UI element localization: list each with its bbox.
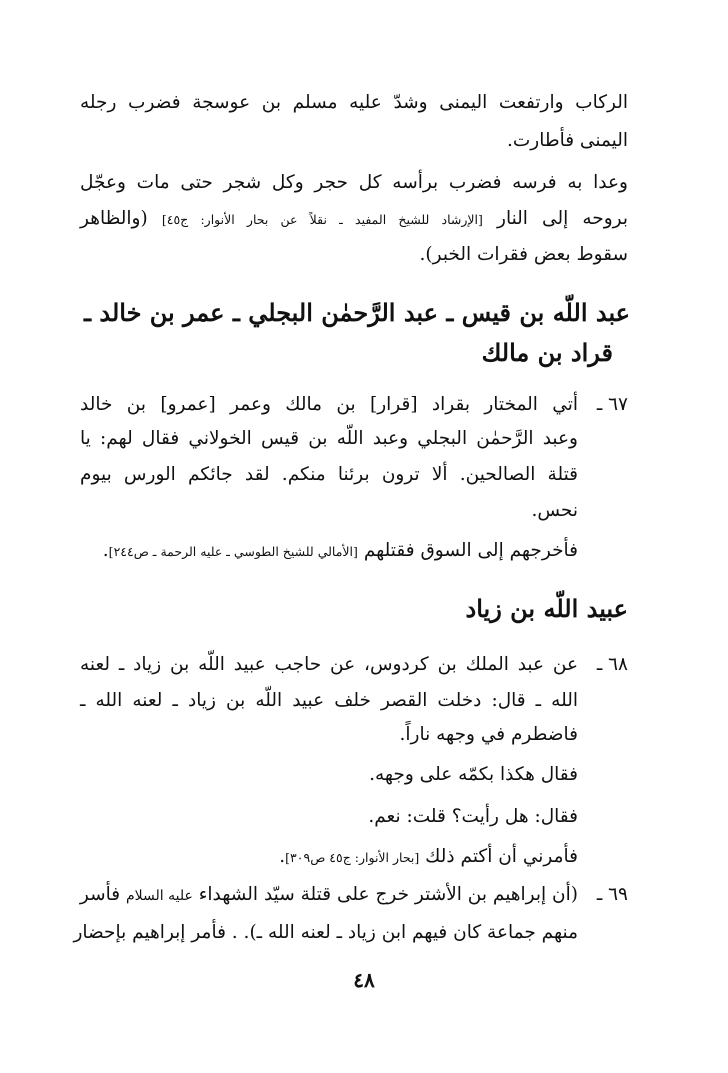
- text-line: وعدا به فرسه فضرب برأسه كل حجر وكل شجر حتى مات وعجّل: [80, 172, 628, 193]
- reference-citation: [بحار الأنوار: ج٤٥ ص٣٠٩]: [285, 850, 420, 865]
- entry-number: ٦٩ ـ: [596, 884, 628, 905]
- reference-citation: [الإرشاد للشيخ المفيد ـ نقلاً عن بحار الأنوار: ج٤٥]: [161, 212, 483, 227]
- text-line-with-reference: [80, 842, 578, 873]
- text-line-with-reference: [80, 204, 628, 235]
- entry-number: ٦٨ ـ: [596, 654, 628, 675]
- text-line: سقوط بعض فقرات الخبر).: [419, 244, 628, 265]
- text-line: قتلة الصالحين. ألا ترون برئنا منكم. لقد جائكم الورس بيوم: [80, 464, 578, 485]
- text-segment: (أن إبراهيم بن الأشتر خرج على قتلة سيّد الشهداء: [198, 884, 578, 905]
- text-line: الركاب وارتفعت اليمنى وشدّ عليه مسلم بن عوسجة فضرب رجله: [80, 92, 628, 113]
- text-segment: (والظاهر: [80, 208, 148, 229]
- text-segment: فأمرني أن أكتم ذلك: [425, 846, 578, 867]
- entry-number: ٦٧ ـ: [596, 394, 628, 415]
- section-heading: عبيد اللّه بن زياد: [465, 594, 628, 623]
- text-line: فاضطرم في وجهه ناراً.: [399, 724, 578, 745]
- text-line: اليمنى فأطارت.: [506, 130, 628, 151]
- section-heading: عبد اللّه بن قيس ـ عبد الرَّحمٰن البجلي ـ عمر بن خالد ـ: [83, 298, 630, 327]
- text-line: أتي المختار بقراد [قرار] بن مالك وعمر [عمرو] بن خالد: [80, 394, 578, 415]
- reference-citation: [الأمالي للشيخ الطوسي ـ عليه الرحمة ـ ص٢٤٤]: [108, 544, 358, 559]
- text-segment: .: [279, 846, 286, 867]
- text-line: وعبد الرَّحمٰن البجلي وعبد اللّه بن قيس الخولاني فقال لهم: يا: [80, 428, 578, 449]
- text-line: فقال هكذا بكمّه على وجهه.: [369, 764, 578, 785]
- text-line: منهم جماعة كان فيهم ابن زياد ـ لعنه الله ـ). . فأمر إبراهيم بإحضار: [73, 922, 578, 943]
- section-heading: قراد بن مالك: [481, 338, 613, 367]
- text-line-with-reference: [80, 536, 578, 567]
- text-segment: بروحه إلى النار: [497, 208, 629, 229]
- text-line: فقال: هل رأيت؟ قلت: نعم.: [368, 806, 578, 827]
- text-segment: فأخرجهم إلى السوق فقتلهم: [363, 540, 578, 561]
- text-line: الله ـ قال: دخلت القصر خلف عبيد اللّه بن زياد ـ لعنه الله ـ: [80, 690, 578, 711]
- text-line: عن عبد الملك بن كردوس، عن حاجب عبيد اللّه بن زياد ـ لعنه: [80, 654, 578, 675]
- text-line: نحس.: [531, 500, 578, 521]
- honorific-symbol: عليه السلام: [125, 888, 193, 904]
- page-number: ٤٨: [353, 968, 375, 992]
- text-segment: .: [102, 540, 109, 561]
- text-line: [80, 880, 578, 911]
- text-segment: فأسر: [79, 884, 121, 905]
